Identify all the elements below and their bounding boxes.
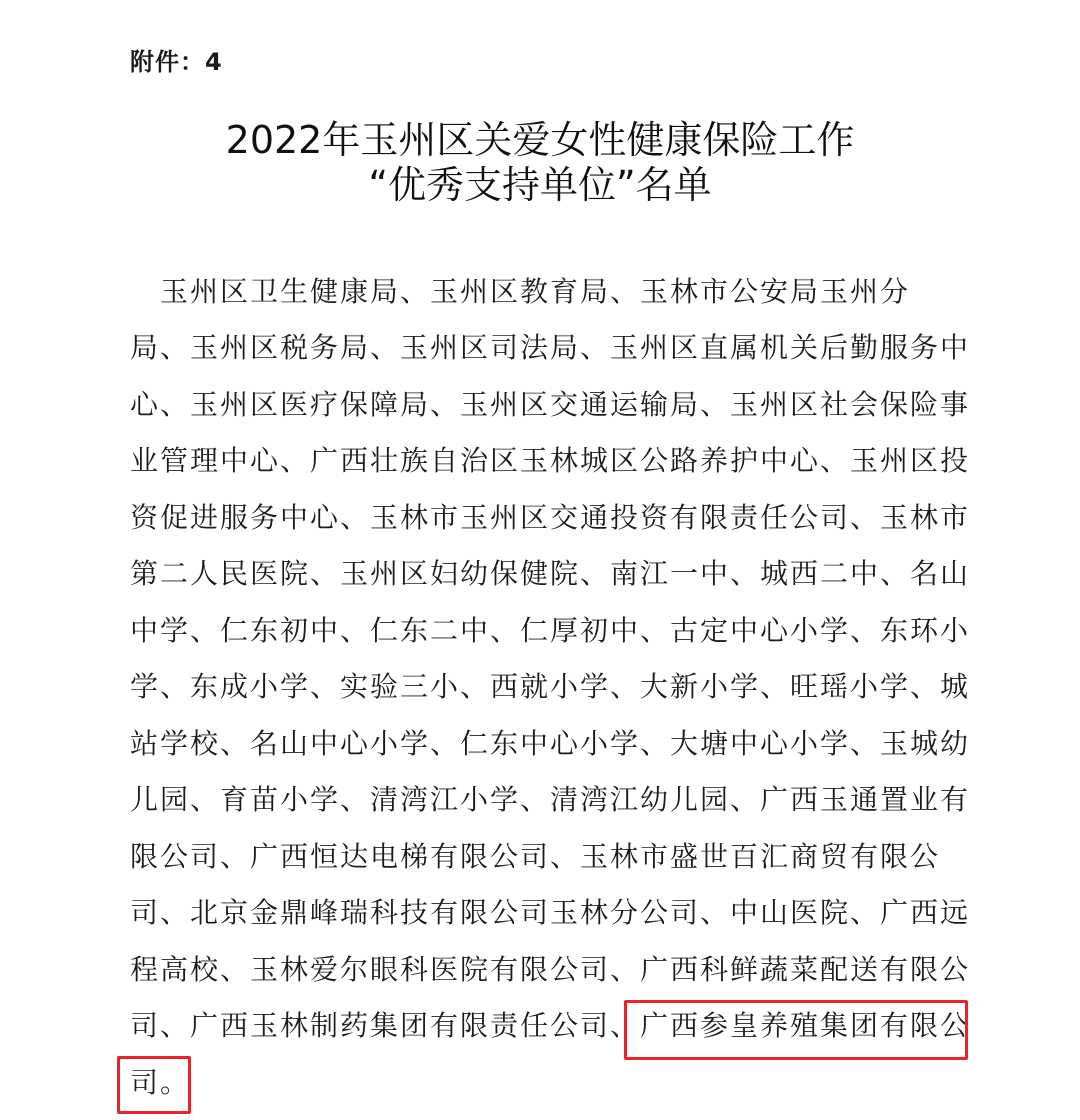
body-line: 资促进服务中心、玉林市玉州区交通投资有限责任公司、玉林市 — [130, 501, 971, 534]
body-line: 限公司、广西恒达电梯有限公司、玉林市盛世百汇商贸有限公 — [130, 840, 941, 873]
body-line: 司。 — [130, 1066, 191, 1099]
body-line: 第二人民医院、玉州区妇幼保健院、南江一中、城西二中、名山 — [130, 557, 971, 590]
body-line: 司、北京金鼎峰瑞科技有限公司玉林分公司、中山医院、广西远 — [130, 896, 971, 929]
body-line: 程高校、玉林爱尔眼科医院有限公司、广西科鲜蔬菜配送有限公 — [130, 953, 971, 986]
body-line: 司、广西玉林制药集团有限责任公司、广西参皇养殖集团有限公 — [130, 1009, 971, 1042]
highlight-box-company-name — [624, 1000, 968, 1060]
body-line: 学、东成小学、实验三小、西就小学、大新小学、旺瑶小学、城 — [130, 670, 971, 703]
attachment-label: 附件：4 — [130, 48, 223, 76]
document-title-line-1: 2022年玉州区关爱女性健康保险工作 — [225, 118, 855, 162]
body-line: 站学校、名山中心小学、仁东中心小学、大塘中心小学、玉城幼 — [130, 727, 971, 760]
body-line: 心、玉州区医疗保障局、玉州区交通运输局、玉州区社会保险事 — [130, 388, 971, 421]
body-line: 儿园、育苗小学、清湾江小学、清湾江幼儿园、广西玉通置业有 — [130, 783, 971, 816]
body-line: 业管理中心、广西壮族自治区玉林城区公路养护中心、玉州区投 — [130, 444, 971, 477]
body-line: 玉州区卫生健康局、玉州区教育局、玉林市公安局玉州分 — [130, 275, 911, 308]
body-line: 局、玉州区税务局、玉州区司法局、玉州区直属机关后勤服务中 — [130, 331, 971, 364]
highlight-box-company-suffix — [117, 1056, 191, 1114]
body-line: 中学、仁东初中、仁东二中、仁厚初中、古定中心小学、东环小 — [130, 614, 971, 647]
document-title-line-2: “优秀支持单位”名单 — [368, 163, 712, 207]
